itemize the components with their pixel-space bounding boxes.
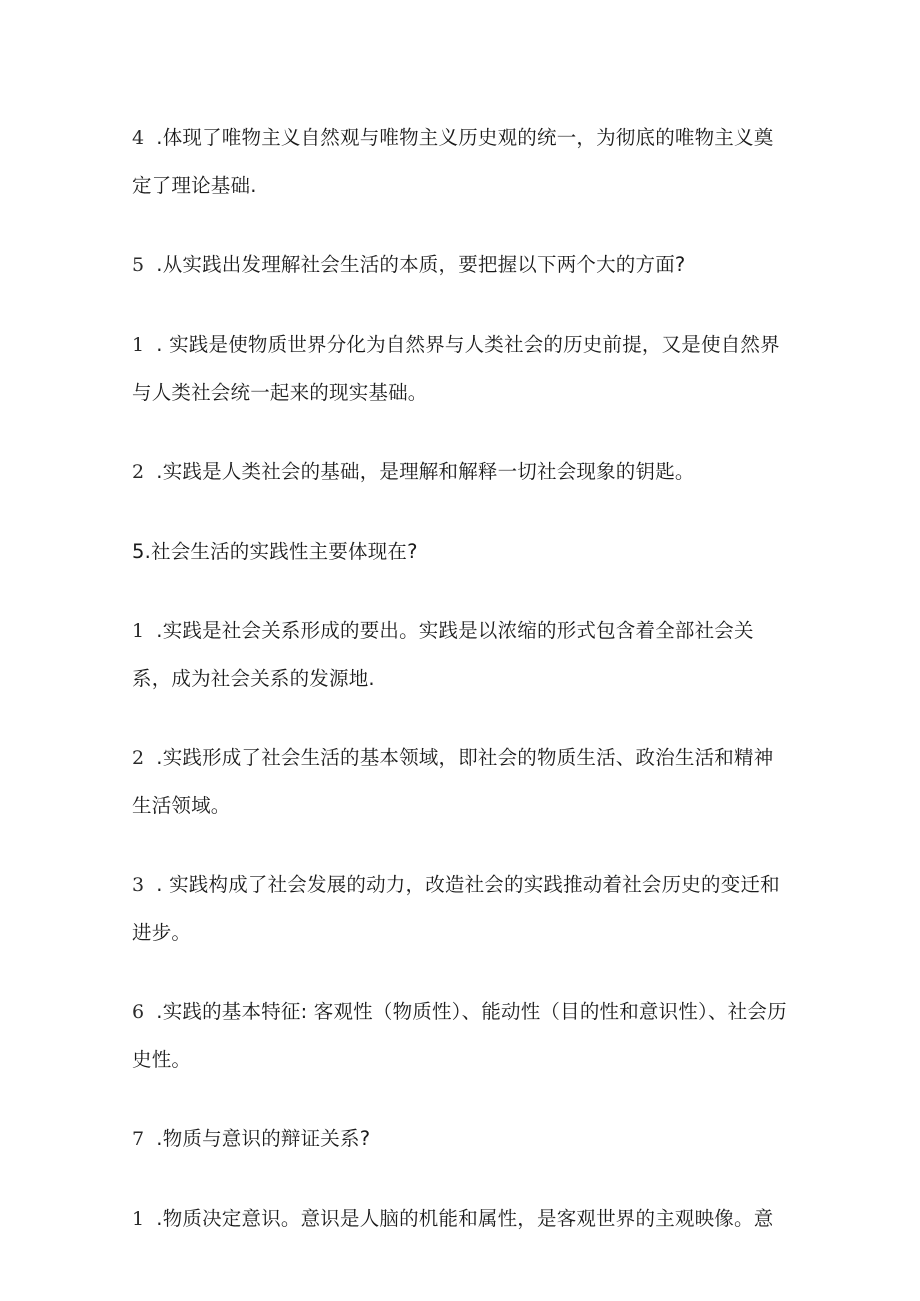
- paragraph-5: [132, 241, 792, 289]
- paragraph-number: 6: [132, 1001, 145, 1023]
- paragraph-number: 7: [132, 1128, 145, 1150]
- paragraph-text: . 实践是使物质世界分化为自然界与人类社会的历史前提，又是使自然界与人类社会统一起来的现实基础。: [132, 333, 780, 404]
- paragraph-5-1: [132, 321, 792, 416]
- paragraph-number: 3: [132, 874, 145, 896]
- document-body: [132, 114, 792, 1275]
- paragraph-number: 5: [132, 254, 145, 276]
- paragraph-text: 5.社会生活的实践性主要体现在?: [132, 540, 418, 563]
- paragraph-text: .体现了唯物主义自然观与唯物主义历史观的统一，为彻底的唯物主义奠定了理论基础.: [132, 126, 774, 197]
- paragraph-text: .实践是人类社会的基础，是理解和解释一切社会现象的钥匙。: [156, 460, 695, 483]
- paragraph-number: 1: [132, 1208, 145, 1230]
- paragraph-text: .实践是社会关系形成的要出。实践是以浓缩的形式包含着全部社会关系，成为社会关系的发源地.: [132, 619, 754, 690]
- paragraph-7: [132, 1115, 792, 1163]
- paragraph-number: 4: [132, 127, 145, 149]
- paragraph-4: [132, 114, 792, 209]
- paragraph-social-1: [132, 607, 792, 702]
- paragraph-6: [132, 988, 792, 1083]
- paragraph-social-2: [132, 734, 792, 829]
- paragraph-5-2: [132, 448, 792, 496]
- paragraph-text: .实践的基本特征: 客观性（物质性）、能动性（目的性和意识性）、社会历史性。: [132, 1000, 787, 1071]
- paragraph-number: 2: [132, 747, 145, 769]
- paragraph-text: .从实践出发理解社会生活的本质，要把握以下两个大的方面?: [156, 253, 686, 276]
- paragraph-text: . 实践构成了社会发展的动力，改造社会的实践推动着社会历史的变迁和进步。: [132, 873, 780, 944]
- paragraph-text: .物质决定意识。意识是人脑的机能和属性，是客观世界的主观映像。意: [156, 1207, 774, 1230]
- paragraph-7-1: [132, 1195, 792, 1243]
- section-heading-5: [132, 528, 792, 575]
- paragraph-text: .物质与意识的辩证关系?: [156, 1127, 371, 1150]
- paragraph-social-3: [132, 861, 792, 956]
- paragraph-number: 1: [132, 620, 145, 642]
- paragraph-number: 1: [132, 334, 145, 356]
- paragraph-text: .实践形成了社会生活的基本领域，即社会的物质生活、政治生活和精神生活领域。: [132, 746, 774, 817]
- paragraph-number: 2: [132, 461, 145, 483]
